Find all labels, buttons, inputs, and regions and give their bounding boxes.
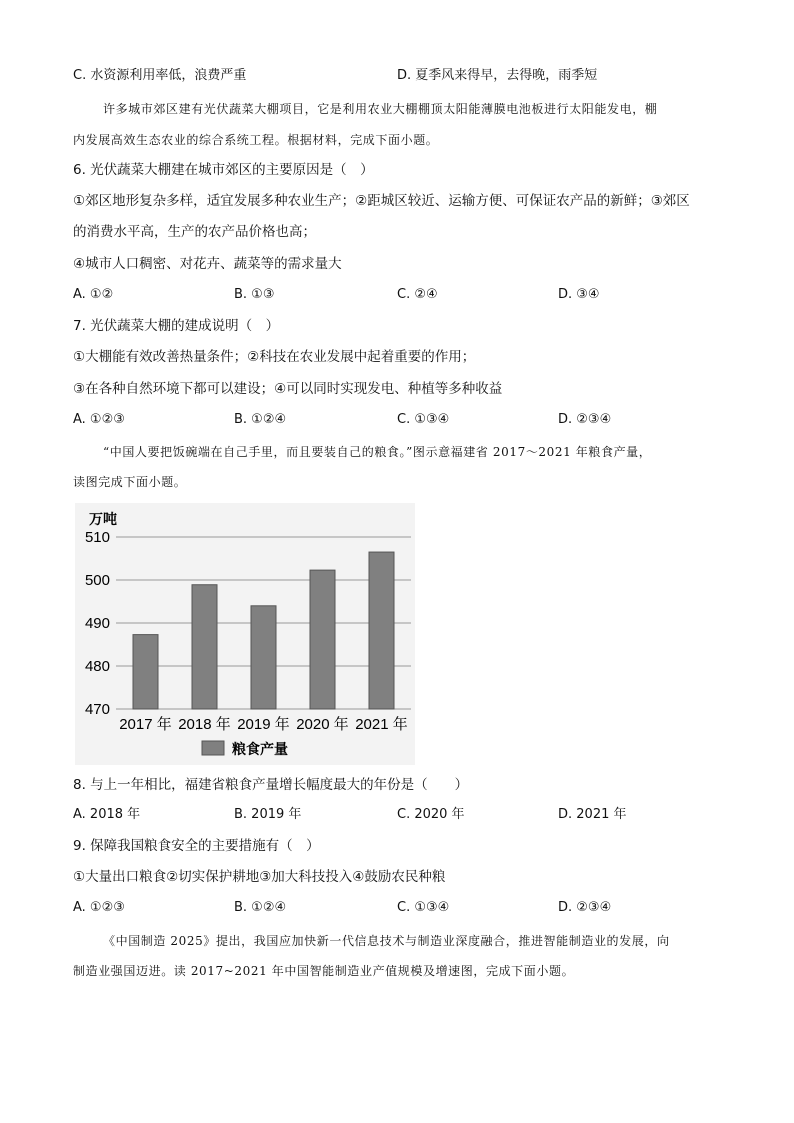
q6-item-line-2: 的消费水平高，生产的农产品价格也高；	[73, 224, 316, 240]
q6-stem: 6. 光伏蔬菜大棚建在城市郊区的主要原因是（ ）	[73, 162, 374, 178]
mfg-intro-line-2: 制造业强国迈进。读 2017~2021 年中国智能制造业产值规模及增速图，完成下面小题。	[73, 964, 575, 978]
y-tick-label: 490	[84, 615, 110, 632]
q8-option-d: D. 2021 年	[558, 807, 627, 822]
q7-item-line-2: ③在各种自然环境下都可以建设；④可以同时实现发电、种植等多种收益	[73, 381, 503, 397]
x-tick-label: 2021 年	[355, 716, 408, 733]
q7-option-b: B. ①②④	[234, 412, 287, 427]
q7-option-d: D. ②③④	[558, 412, 612, 427]
y-tick-label: 470	[84, 701, 110, 718]
x-tick-label: 2017 年	[119, 716, 172, 733]
q7-stem: 7. 光伏蔬菜大棚的建成说明（ ）	[73, 318, 280, 334]
q8-option-a: A. 2018 年	[73, 807, 141, 822]
pv-intro-line-1: 许多城市郊区建有光伏蔬菜大棚项目，它是利用农业大棚棚顶太阳能薄膜电池板进行太阳能发电，棚	[103, 102, 658, 116]
mfg-intro-line-1: 《中国制造 2025》提出，我国应加快新一代信息技术与制造业深度融合，推进智能制造业的发展，向	[103, 934, 670, 948]
q6-option-a: A. ①②	[73, 287, 114, 302]
q6-option-c: C. ②④	[397, 287, 438, 302]
y-tick-label: 500	[84, 572, 110, 589]
legend-swatch	[202, 741, 224, 755]
q6-item-line-3: ④城市人口稠密、对花卉、蔬菜等的需求量大	[73, 256, 342, 272]
q9-option-d: D. ②③④	[558, 900, 612, 915]
q6-item-line-1: ①郊区地形复杂多样，适宜发展多种农业生产；②距城区较近、运输方便、可保证农产品的新鲜；③郊区	[73, 193, 690, 209]
x-tick-label: 2018 年	[178, 716, 231, 733]
q8-option-b: B. 2019 年	[234, 807, 302, 822]
grain-production-chart	[75, 503, 415, 765]
bar	[369, 552, 394, 709]
grain-intro-line-2: 读图完成下面小题。	[73, 475, 187, 489]
q5-option-c: C. 水资源利用率低，浪费严重	[73, 68, 247, 83]
bar	[133, 635, 158, 709]
chart-ylabel: 万吨	[89, 511, 117, 527]
pv-intro-line-2: 内发展高效生态农业的综合系统工程。根据材料，完成下面小题。	[73, 133, 439, 147]
y-tick-label: 510	[84, 529, 110, 546]
q6-option-d: D. ③④	[558, 287, 600, 302]
q6-option-b: B. ①③	[234, 287, 275, 302]
legend-label: 粮食产量	[232, 741, 288, 757]
bar	[310, 570, 335, 709]
q7-option-a: A. ①②③	[73, 412, 125, 427]
q7-item-line-1: ①大棚能有效改善热量条件；②科技在农业发展中起着重要的作用；	[73, 349, 476, 365]
q9-option-c: C. ①③④	[397, 900, 450, 915]
x-tick-label: 2020 年	[296, 716, 349, 733]
y-tick-label: 480	[84, 658, 110, 675]
q5-option-d: D. 夏季风来得早，去得晚，雨季短	[397, 68, 598, 83]
q9-item-line-1: ①大量出口粮食②切实保护耕地③加大科技投入④鼓励农民种粮	[73, 869, 446, 885]
q7-option-c: C. ①③④	[397, 412, 450, 427]
q8-stem: 8. 与上一年相比，福建省粮食产量增长幅度最大的年份是（ ）	[73, 777, 469, 793]
q9-stem: 9. 保障我国粮食安全的主要措施有（ ）	[73, 838, 320, 854]
bar	[251, 606, 276, 709]
bar	[192, 585, 217, 709]
q9-option-b: B. ①②④	[234, 900, 287, 915]
x-tick-label: 2019 年	[237, 716, 290, 733]
grain-intro-line-1: “中国人要把饭碗端在自己手里，而且要装自己的粮食。”图示意福建省 2017～2021 年粮食产量，	[103, 445, 652, 459]
q8-option-c: C. 2020 年	[397, 807, 465, 822]
q9-option-a: A. ①②③	[73, 900, 125, 915]
